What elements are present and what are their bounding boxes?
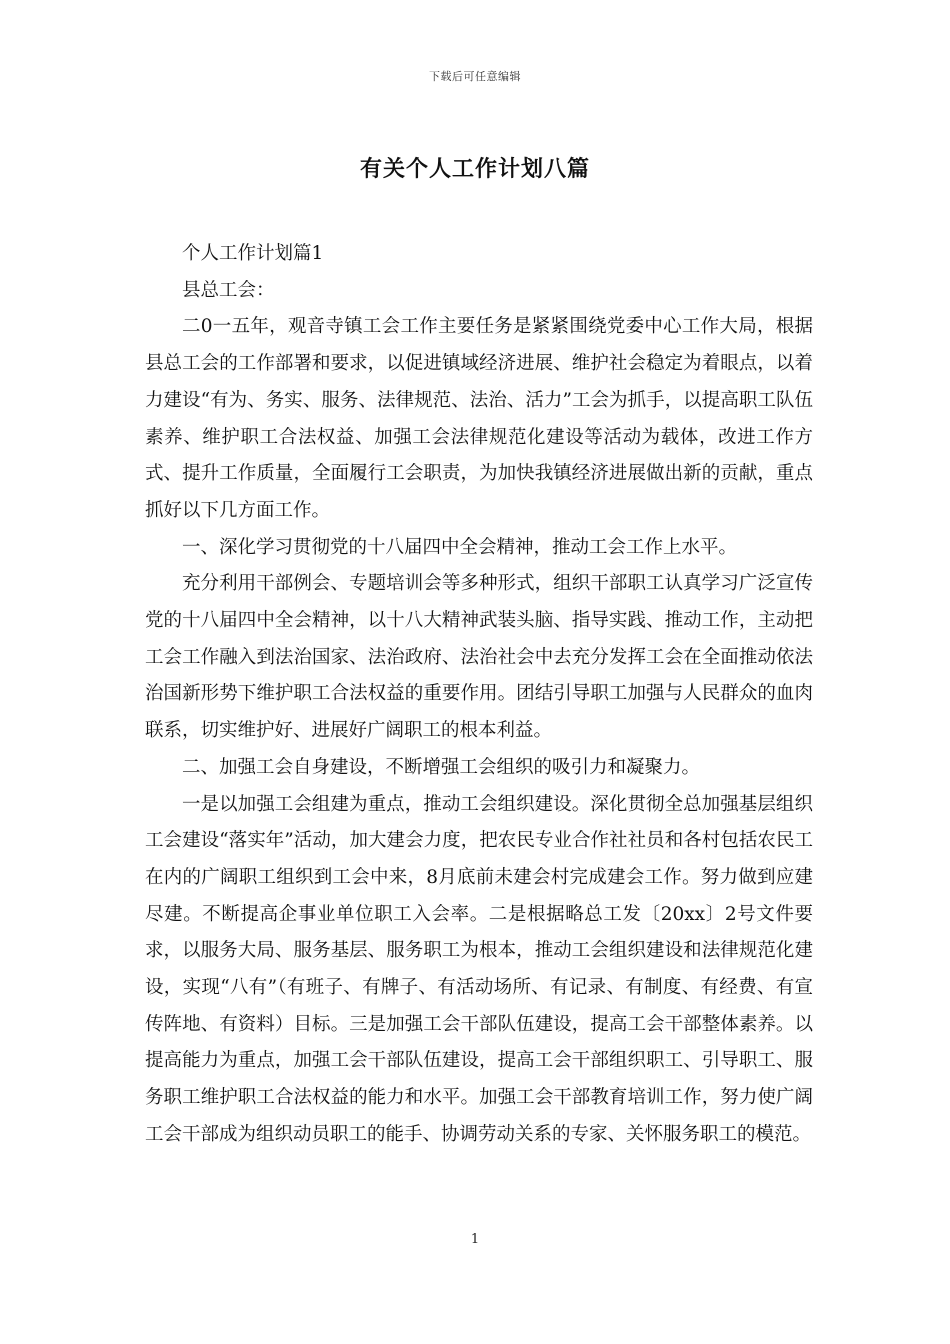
page-number: 1 [470,1232,480,1247]
body-paragraph: 一是以加强工会组建为重点，推动工会组织建设。深化贯彻全总加强基层组织工会建设“落实年”活动，加大建会力度，把农民专业合作社社员和各村包括农民工在内的广阔职工组织到工会中来，8月底前未建会村完成建会工作。努力做到应建尽建。不断提高企事业单位职工入会率。二是根据略总工发〔20xx〕2号文件要求，以服务大局、服务基层、服务职工为根本，推动工会组织建设和法律规范化建设，实现“八有”（有班子、有牌子、有活动场所、有记录、有制度、有经费、有宣传阵地、有资料）目标。三是加强工会干部队伍建设，提高工会干部整体素养。以提高能力为重点，加强工会干部队伍建设，提高工会干部组织职工、引导职工、服务职工维护职工合法权益的能力和水平。加强工会干部教育培训工作，努力使广阔工会干部成为组织动员职工的能手、协调劳动关系的专家、关怀服务职工的模范。 [145,793,813,1145]
document-body [145,236,813,1154]
body-paragraph: 二0一五年，观音寺镇工会工作主要任务是紧紧围绕党委中心工作大局，根据县总工会的工作部署和要求，以促进镇域经济进展、维护社会稳定为着眼点，以着力建设“有为、务实、服务、法律规范、法治、活力”工会为抓手，以提高职工队伍素养、维护职工合法权益、加强工会法律规范化建设等活动为载体，改进工作方式、提升工作质量，全面履行工会职责，为加快我镇经济进展做出新的贡献，重点抓好以下几方面工作。 [145,316,813,521]
body-paragraph: 一、深化学习贯彻党的十八届四中全会精神，推动工会工作上水平。 [182,536,738,558]
body-paragraph: 充分利用干部例会、专题培训会等多种形式，组织干部职工认真学习广泛宣传党的十八届四中全会精神，以十八大精神武装头脑、指导实践、推动工作，主动把工会工作融入到法治国家、法治政府、法治社会中去充分发挥工会在全面推动依法治国新形势下维护职工合法权益的重要作用。团结引导职工加强与人民群众的血肉联系，切实维护好、进展好广阔职工的根本利益。 [145,573,813,742]
header-note: 下载后可任意编辑 [429,70,521,83]
body-paragraph: 二、加强工会自身建设，不断增强工会组织的吸引力和凝聚力。 [182,756,701,778]
section-heading: 个人工作计划篇1 [182,243,324,264]
salutation: 县总工会： [182,279,275,301]
document-title: 有关个人工作计划八篇 [359,156,590,182]
